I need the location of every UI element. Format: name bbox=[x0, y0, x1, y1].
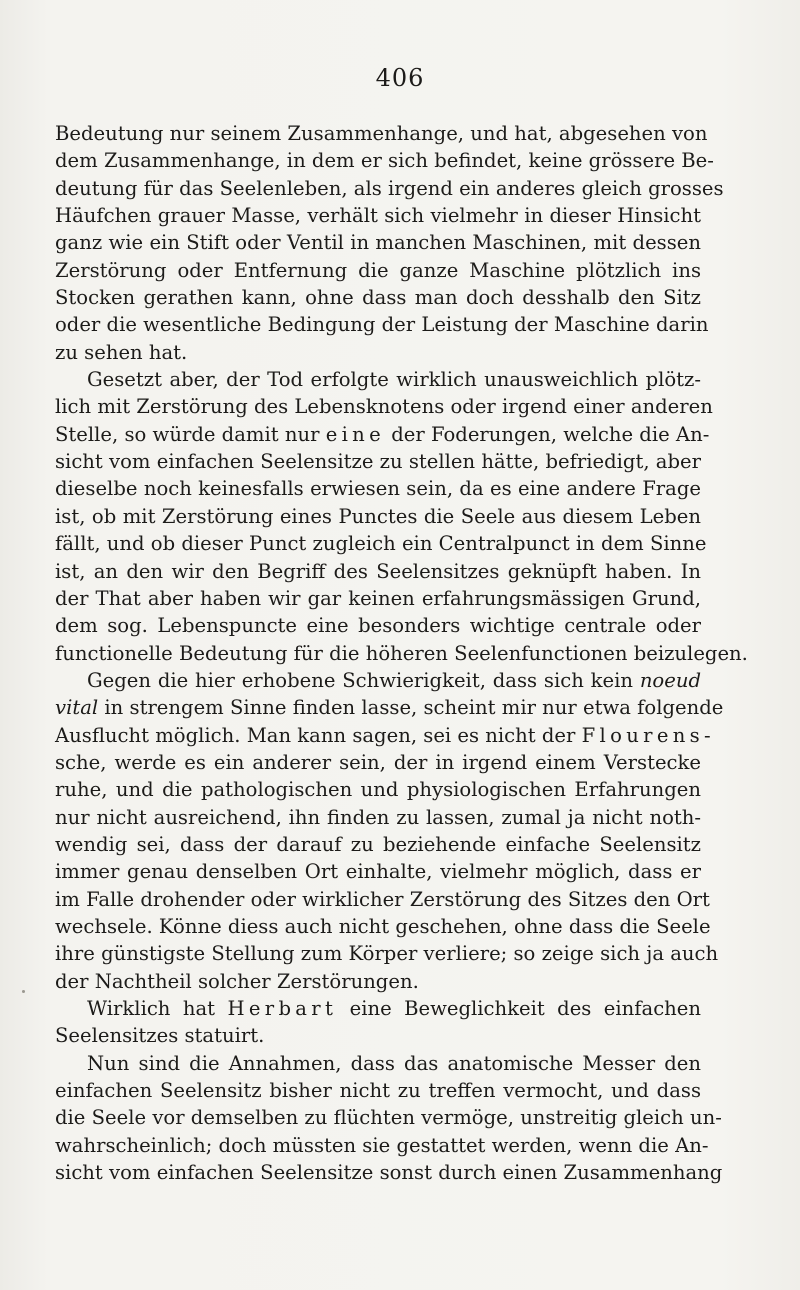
page-number: 406 bbox=[375, 64, 425, 92]
text-line bbox=[55, 940, 719, 967]
text-line bbox=[55, 147, 714, 174]
text-line bbox=[55, 229, 701, 256]
text-segment: deutung für das Seelenleben, als irgend ein anderes gleich grosses bbox=[55, 176, 724, 200]
text-segment: fällt, und ob dieser Punct zugleich ein Centralpunct in dem Sinne bbox=[55, 532, 707, 556]
text-line bbox=[55, 667, 701, 694]
emphasized-text: Herbart bbox=[227, 997, 338, 1020]
text-line bbox=[55, 284, 701, 311]
text-segment: im Falle drohender oder wirklicher Zerstörung des Sitzes den Ort bbox=[55, 887, 710, 911]
text-line bbox=[55, 120, 708, 147]
text-line bbox=[55, 776, 701, 803]
text-line bbox=[55, 749, 701, 776]
text-segment: oder die wesentliche Bedingung der Leistung der Maschine darin bbox=[55, 313, 709, 337]
text-segment: einfachen Seelensitz bisher nicht zu treffen vermocht, und dass bbox=[55, 1079, 701, 1103]
text-line bbox=[55, 339, 701, 366]
text-line bbox=[55, 968, 701, 995]
text-segment: Ausflucht möglich. Man kann sagen, sei es nicht der bbox=[55, 723, 582, 747]
text-segment: sicht vom einfachen Seelensitze zu stellen hätte, befriedigt, aber bbox=[55, 450, 701, 474]
text-line bbox=[55, 1050, 701, 1077]
text-line bbox=[55, 530, 707, 557]
paper-speck bbox=[22, 990, 25, 993]
text-line bbox=[55, 366, 701, 393]
text-line bbox=[55, 585, 701, 612]
text-line bbox=[55, 448, 701, 475]
text-segment: dieselbe noch keinesfalls erwiesen sein, da es eine andere Frage bbox=[55, 477, 701, 501]
text-segment: dem sog. Lebenspuncte eine besonders wichtige centrale oder bbox=[55, 614, 701, 638]
text-line bbox=[55, 913, 711, 940]
text-segment: zu sehen hat. bbox=[55, 340, 188, 364]
text-segment: Wirklich hat bbox=[87, 997, 228, 1020]
text-line bbox=[55, 1104, 722, 1131]
text-line bbox=[55, 804, 701, 831]
text-line bbox=[55, 175, 724, 202]
text-line bbox=[55, 995, 701, 1022]
text-segment: Zerstörung oder Entfernung die ganze Maschine plötzlich ins bbox=[55, 258, 701, 282]
text-segment: immer genau denselben Ort einhalte, vielmehr möglich, dass er bbox=[55, 860, 701, 884]
text-line bbox=[55, 1077, 701, 1104]
text-line bbox=[55, 393, 713, 420]
italic-text: noeud bbox=[639, 668, 701, 692]
text-line bbox=[55, 202, 701, 229]
text-line bbox=[55, 886, 710, 913]
text-segment: ganz wie ein Stift oder Ventil in manchen Maschinen, mit dessen bbox=[55, 231, 701, 255]
text-line bbox=[55, 858, 701, 885]
text-segment: wendig sei, dass der darauf zu beziehende einfache Seelensitz bbox=[55, 832, 701, 856]
text-segment: Stocken gerathen kann, ohne dass man doch desshalb den Sitz bbox=[55, 286, 701, 310]
text-segment: ihre günstigste Stellung zum Körper verliere; so zeige sich ja auch bbox=[55, 942, 719, 966]
text-line bbox=[55, 722, 715, 749]
text-segment: eine Beweglichkeit des einfachen bbox=[337, 997, 702, 1020]
text-line bbox=[55, 421, 710, 448]
text-segment: ruhe, und die pathologischen und physiologischen Erfahrungen bbox=[55, 778, 701, 802]
text-segment: dem Zusammenhange, in dem er sich befindet, keine grössere Be- bbox=[55, 149, 714, 173]
text-line bbox=[55, 257, 701, 284]
text-segment: der That aber haben wir gar keinen erfahrungsmässigen Grund, bbox=[55, 586, 701, 610]
text-line bbox=[55, 1159, 723, 1186]
text-line bbox=[55, 311, 709, 338]
text-segment: sche, werde es ein anderer sein, der in irgend einem Verstecke bbox=[55, 750, 701, 774]
text-segment: ist, an den wir den Begriff des Seelensitzes geknüpft haben. In bbox=[55, 559, 701, 583]
text-line bbox=[55, 558, 701, 585]
text-segment: Häufchen grauer Masse, verhält sich vielmehr in dieser Hinsicht bbox=[55, 204, 701, 228]
text-line bbox=[55, 612, 701, 639]
text-segment: die Seele vor demselben zu flüchten vermöge, unstreitig gleich un- bbox=[55, 1106, 722, 1130]
text-segment: in strengem Sinne finden lasse, scheint mir nur etwa folgende bbox=[98, 696, 724, 720]
text-segment: Gegen die hier erhobene Schwierigkeit, dass sich kein bbox=[87, 668, 640, 692]
text-line bbox=[55, 475, 701, 502]
text-segment: Seelensitzes statuirt. bbox=[55, 1024, 265, 1048]
text-line bbox=[55, 831, 701, 858]
text-segment: Stelle, so würde damit nur bbox=[55, 422, 326, 446]
text-segment: ist, ob mit Zerstörung eines Punctes die Seele aus diesem Leben bbox=[55, 504, 701, 528]
text-segment: Bedeutung nur seinem Zusammenhange, und hat, abgesehen von bbox=[55, 122, 708, 145]
text-segment: der Foderungen, welche die An- bbox=[385, 422, 710, 446]
text-segment: lich mit Zerstörung des Lebensknotens oder irgend einer anderen bbox=[55, 395, 713, 419]
italic-text: vital bbox=[55, 696, 99, 720]
text-line bbox=[55, 503, 701, 530]
body-text bbox=[55, 120, 748, 1186]
text-line bbox=[55, 1022, 701, 1049]
emphasized-text: eine bbox=[325, 422, 386, 446]
text-segment: Nun sind die Annahmen, dass das anatomische Messer den bbox=[87, 1051, 701, 1075]
emphasized-text: Flourens- bbox=[581, 723, 715, 747]
text-segment: wechsele. Könne diess auch nicht geschehen, ohne dass die Seele bbox=[55, 914, 711, 938]
text-line bbox=[55, 1132, 709, 1159]
text-segment: der Nachtheil solcher Zerstörungen. bbox=[55, 969, 419, 993]
text-segment: functionelle Bedeutung für die höheren Seelenfunctionen beizulegen. bbox=[55, 641, 748, 665]
text-segment: wahrscheinlich; doch müssten sie gestattet werden, wenn die An- bbox=[55, 1133, 709, 1157]
text-segment: sicht vom einfachen Seelensitze sonst durch einen Zusammenhang bbox=[55, 1161, 723, 1185]
text-segment: nur nicht ausreichend, ihn finden zu lassen, zumal ja nicht noth- bbox=[55, 805, 701, 829]
text-line bbox=[55, 694, 724, 721]
text-segment: Gesetzt aber, der Tod erfolgte wirklich unausweichlich plötz- bbox=[87, 368, 701, 392]
text-line bbox=[55, 640, 748, 667]
